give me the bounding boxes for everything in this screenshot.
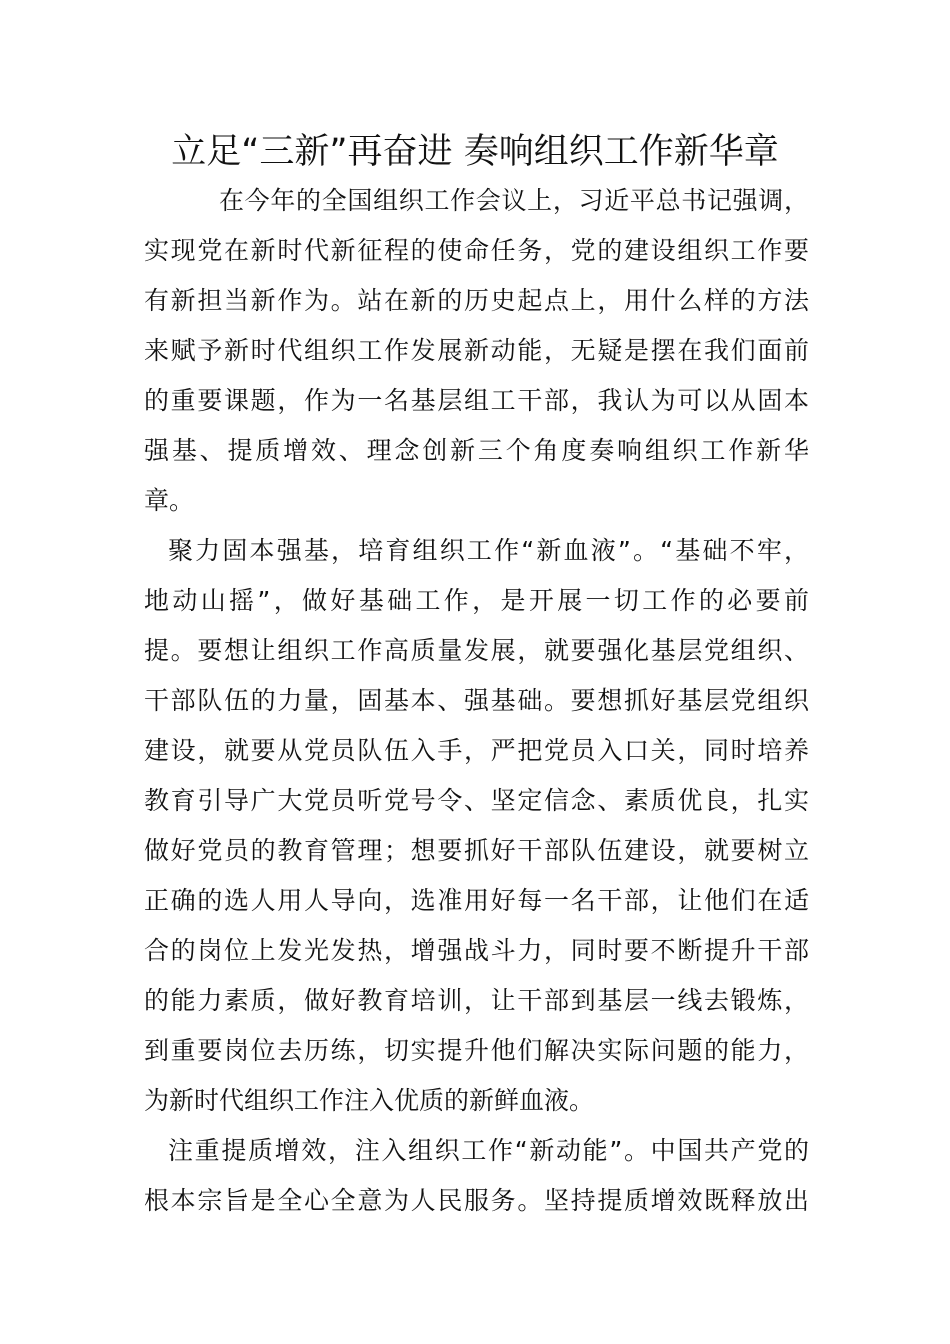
paragraph-line: 为新时代组织工作注入优质的新鲜血液。 bbox=[144, 1086, 595, 1115]
document-title: 立足“三新”再奋进 奏响组织工作新华章 bbox=[171, 132, 779, 172]
paragraph-line: 的能力素质，做好教育培训，让干部到基层一线去锻炼， bbox=[144, 986, 809, 1015]
paragraph-line: 章。 bbox=[144, 486, 195, 515]
paragraph bbox=[144, 1126, 809, 1226]
paragraph-line: 聚力固本强基，培育组织工作“新血液”。“基础不牢， bbox=[168, 536, 809, 565]
paragraph bbox=[144, 176, 809, 526]
paragraph-line: 到重要岗位去历练，切实提升他们解决实际问题的能力， bbox=[144, 1036, 809, 1065]
paragraph-line: 地动山摇”，做好基础工作，是开展一切工作的必要前 bbox=[144, 586, 809, 615]
paragraph-line: 有新担当新作为。站在新的历史起点上，用什么样的方法 bbox=[144, 286, 809, 315]
paragraph-line: 在今年的全国组织工作会议上，习近平总书记强调， bbox=[219, 186, 809, 215]
paragraph-line: 提。要想让组织工作高质量发展，就要强化基层党组织、 bbox=[144, 636, 809, 665]
paragraph bbox=[144, 526, 809, 1126]
paragraph-line: 的重要课题，作为一名基层组工干部，我认为可以从固本 bbox=[144, 386, 809, 415]
document-body bbox=[144, 176, 809, 1226]
paragraph-line: 注重提质增效，注入组织工作“新动能”。中国共产党的 bbox=[168, 1136, 809, 1165]
paragraph-line: 实现党在新时代新征程的使命任务，党的建设组织工作要 bbox=[144, 236, 809, 265]
paragraph-line: 来赋予新时代组织工作发展新动能，无疑是摆在我们面前 bbox=[144, 336, 809, 365]
paragraph-line: 正确的选人用人导向，选准用好每一名干部，让他们在适 bbox=[144, 886, 809, 915]
paragraph-line: 做好党员的教育管理；想要抓好干部队伍建设，就要树立 bbox=[144, 836, 809, 865]
paragraph-line: 干部队伍的力量，固基本、强基础。要想抓好基层党组织 bbox=[144, 686, 809, 715]
paragraph-line: 建设，就要从党员队伍入手，严把党员入口关，同时培养 bbox=[144, 736, 809, 765]
paragraph-line: 强基、提质增效、理念创新三个角度奏响组织工作新华 bbox=[144, 436, 809, 465]
paragraph-line: 教育引导广大党员听党号令、坚定信念、素质优良，扎实 bbox=[144, 786, 809, 815]
paragraph-line: 根本宗旨是全心全意为人民服务。坚持提质增效既释放出 bbox=[144, 1186, 809, 1215]
paragraph-line: 合的岗位上发光发热，增强战斗力，同时要不断提升干部 bbox=[144, 936, 809, 965]
